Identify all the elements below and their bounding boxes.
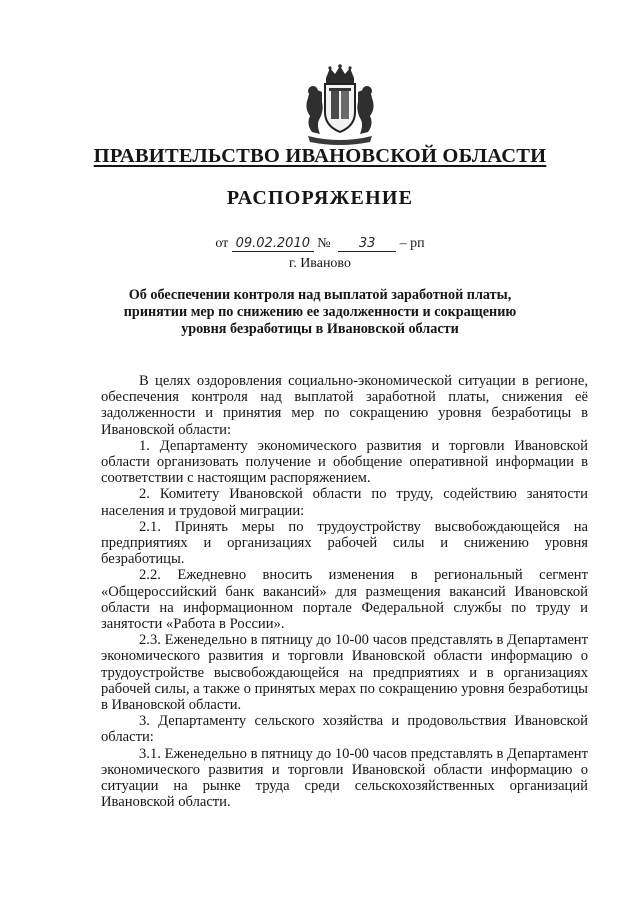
document-subject: Об обеспечении контроля над выплатой заработной платы, принятии мер по снижению ее задолженности и сокращению уровня безработицы в Ивановской области	[123, 287, 517, 337]
number-label: №	[317, 236, 331, 251]
date-number-line	[0, 236, 640, 252]
paragraph-1: 1. Департаменту экономического развития и торговли Ивановской области организовать получение и обобщение оперативной информации в соответствии с настоящим распоряжением.	[101, 437, 588, 487]
paragraph-2: 2. Комитету Ивановской области по труду, содействию занятости населения и трудовой миграции:	[101, 486, 588, 519]
handwritten-number: 33	[338, 237, 396, 252]
handwritten-date: 09.02.2010	[232, 237, 314, 252]
paragraph-2-2: 2.2. Ежедневно вносить изменения в региональный сегмент «Общероссийский банк вакансий» для размещения вакансий Ивановской области на информационном портале Федеральной службы по труду и занятости «Работа в России».	[101, 567, 588, 633]
paragraph-2-1: 2.1. Принять меры по трудоустройству высвобождающейся на предприятиях и организациях рабочей силы и снижению уровня безработицы.	[101, 518, 588, 568]
date-prefix: от	[215, 236, 229, 251]
paragraph-3: 3. Департаменту сельского хозяйства и продовольствия Ивановской области:	[101, 713, 588, 746]
government-title: ПРАВИТЕЛЬСТВО ИВАНОВСКОЙ ОБЛАСТИ	[93, 145, 547, 167]
paragraph-3-1: 3.1. Еженедельно в пятницу до 10-00 часов представлять в Департамент экономического развития и торговли Ивановской области информацию о ситуации на рынке труда среди сельскохозяйственных организаций Ивановской области.	[101, 745, 588, 811]
document-body	[101, 373, 588, 810]
coat-of-arms-emblem	[300, 64, 380, 146]
city-line: г. Иваново	[289, 256, 351, 271]
document-type-title: РАСПОРЯЖЕНИЕ	[226, 187, 414, 209]
paragraph-2-3: 2.3. Еженедельно в пятницу до 10-00 часов представлять в Департамент экономического развития и торговли Ивановской области информацию о трудоустройстве высвобождающейся на предприятиях и в организациях рабочей силы, а также о принятых мерах по сокращению уровня безработицы в Ивановской области.	[101, 632, 588, 714]
number-suffix: – рп	[399, 236, 425, 251]
paragraph-preamble: В целях оздоровления социально-экономической ситуации в регионе, обеспечения контроля над выплатой заработной платы, снижения её задолженности и принятия мер по сокращению уровня безработицы в Ивановской области:	[101, 373, 588, 438]
